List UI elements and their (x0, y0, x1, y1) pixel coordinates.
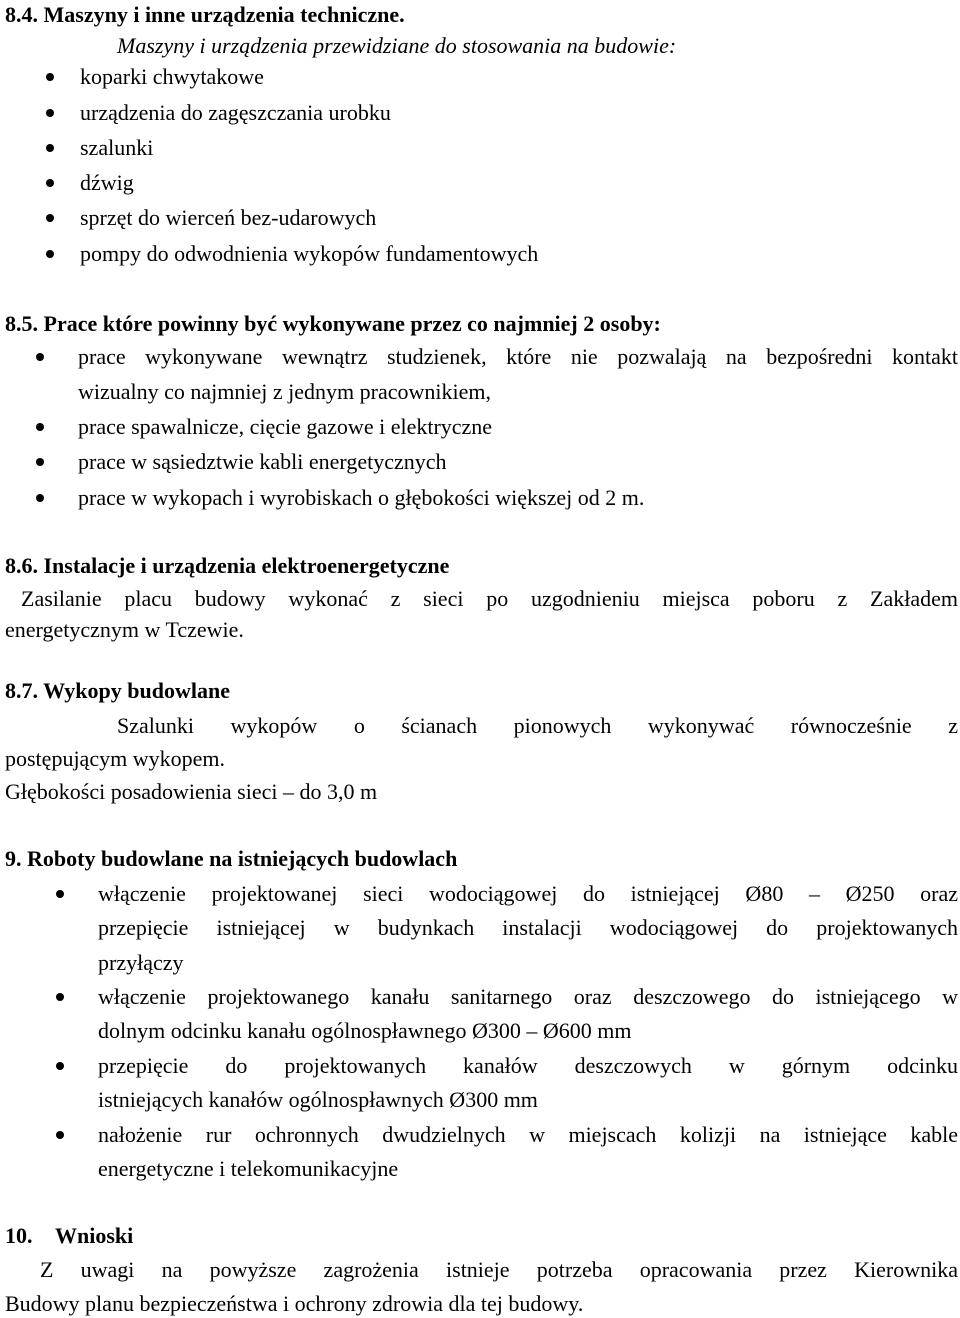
bullet-icon (36, 353, 44, 361)
bullet-icon (46, 179, 54, 187)
section-8-7-text-line: Szalunki wykopów o ścianach pionowych wykonywać równocześnie z (117, 713, 958, 738)
section-10-title: Wnioski (55, 1223, 134, 1248)
list-item-line: przepięcie istniejącej w budynkach instalacji wodociągowej do projektowanych (98, 915, 958, 940)
bullet-icon (56, 1062, 64, 1070)
bullet-icon (46, 144, 54, 152)
section-8-7-heading: 8.7. Wykopy budowlane (5, 678, 230, 703)
section-10-text-line: Z uwagi na powyższe zagrożenia istnieje potrzeba opracowania przez Kierownika (40, 1257, 958, 1282)
bullet-icon (36, 458, 44, 466)
list-item-line: wizualny co najmniej z jednym pracownikiem, (78, 379, 491, 404)
section-10-number: 10. (5, 1223, 33, 1248)
list-item: urządzenia do zagęszczania urobku (80, 100, 391, 125)
list-item-line: nałożenie rur ochronnych dwudzielnych w miejscach kolizji na istniejące kable (98, 1122, 958, 1147)
list-item: dźwig (80, 170, 134, 195)
section-8-6-heading: 8.6. Instalacje i urządzenia elektroenergetyczne (5, 553, 450, 578)
bullet-icon (36, 423, 44, 431)
section-8-4-heading: 8.4. Maszyny i inne urządzenia techniczne. (5, 2, 405, 27)
list-item-line: włączenie projektowanego kanału sanitarnego oraz deszczowego do istniejącego w (98, 984, 958, 1009)
bullet-icon (46, 73, 54, 81)
bullet-icon (56, 1131, 64, 1139)
bullet-icon (56, 993, 64, 1001)
section-9-heading: 9. Roboty budowlane na istniejących budowlach (5, 846, 458, 871)
bullet-icon (46, 250, 54, 258)
section-8-5-heading: 8.5. Prace które powinny być wykonywane przez co najmniej 2 osoby: (5, 311, 661, 336)
list-item-line: włączenie projektowanej sieci wodociągowej do istniejącej Ø80 – Ø250 oraz (98, 881, 958, 906)
section-10-text-line: Budowy planu bezpieczeństwa i ochrony zdrowia dla tej budowy. (5, 1291, 584, 1316)
bullet-icon (36, 494, 44, 502)
bullet-icon (56, 890, 64, 898)
bullet-icon (46, 214, 54, 222)
list-item: koparki chwytakowe (80, 64, 264, 89)
list-item-line: prace wykonywane wewnątrz studzienek, które nie pozwalają na bezpośredni kontakt (78, 344, 958, 369)
section-8-7-text-line: postępującym wykopem. (5, 746, 225, 771)
list-item-line: przyłączy (98, 950, 184, 975)
list-item-line: istniejących kanałów ogólnospławnych Ø300 mm (98, 1087, 538, 1112)
list-item: sprzęt do wierceń bez-udarowych (80, 205, 377, 230)
list-item: prace spawalnicze, cięcie gazowe i elektryczne (78, 414, 493, 439)
section-8-7-text-line: Głębokości posadowienia sieci – do 3,0 m (5, 779, 378, 804)
list-item-line: energetyczne i telekomunikacyjne (98, 1156, 399, 1181)
section-8-6-text-line: Zasilanie placu budowy wykonać z sieci po uzgodnieniu miejsca poboru z Zakładem (21, 586, 958, 611)
list-item: pompy do odwodnienia wykopów fundamentowych (80, 241, 539, 266)
list-item-line: przepięcie do projektowanych kanałów deszczowych w górnym odcinku (98, 1053, 958, 1078)
section-8-6-text-line: energetycznym w Tczewie. (5, 617, 244, 642)
list-item: prace w wykopach i wyrobiskach o głębokości większej od 2 m. (78, 485, 645, 510)
section-8-4-intro: Maszyny i urządzenia przewidziane do stosowania na budowie: (117, 33, 677, 58)
list-item-line: dolnym odcinku kanału ogólnospławnego Ø300 – Ø600 mm (98, 1018, 632, 1043)
list-item: szalunki (80, 135, 154, 160)
list-item: prace w sąsiedztwie kabli energetycznych (78, 449, 447, 474)
bullet-icon (46, 109, 54, 117)
